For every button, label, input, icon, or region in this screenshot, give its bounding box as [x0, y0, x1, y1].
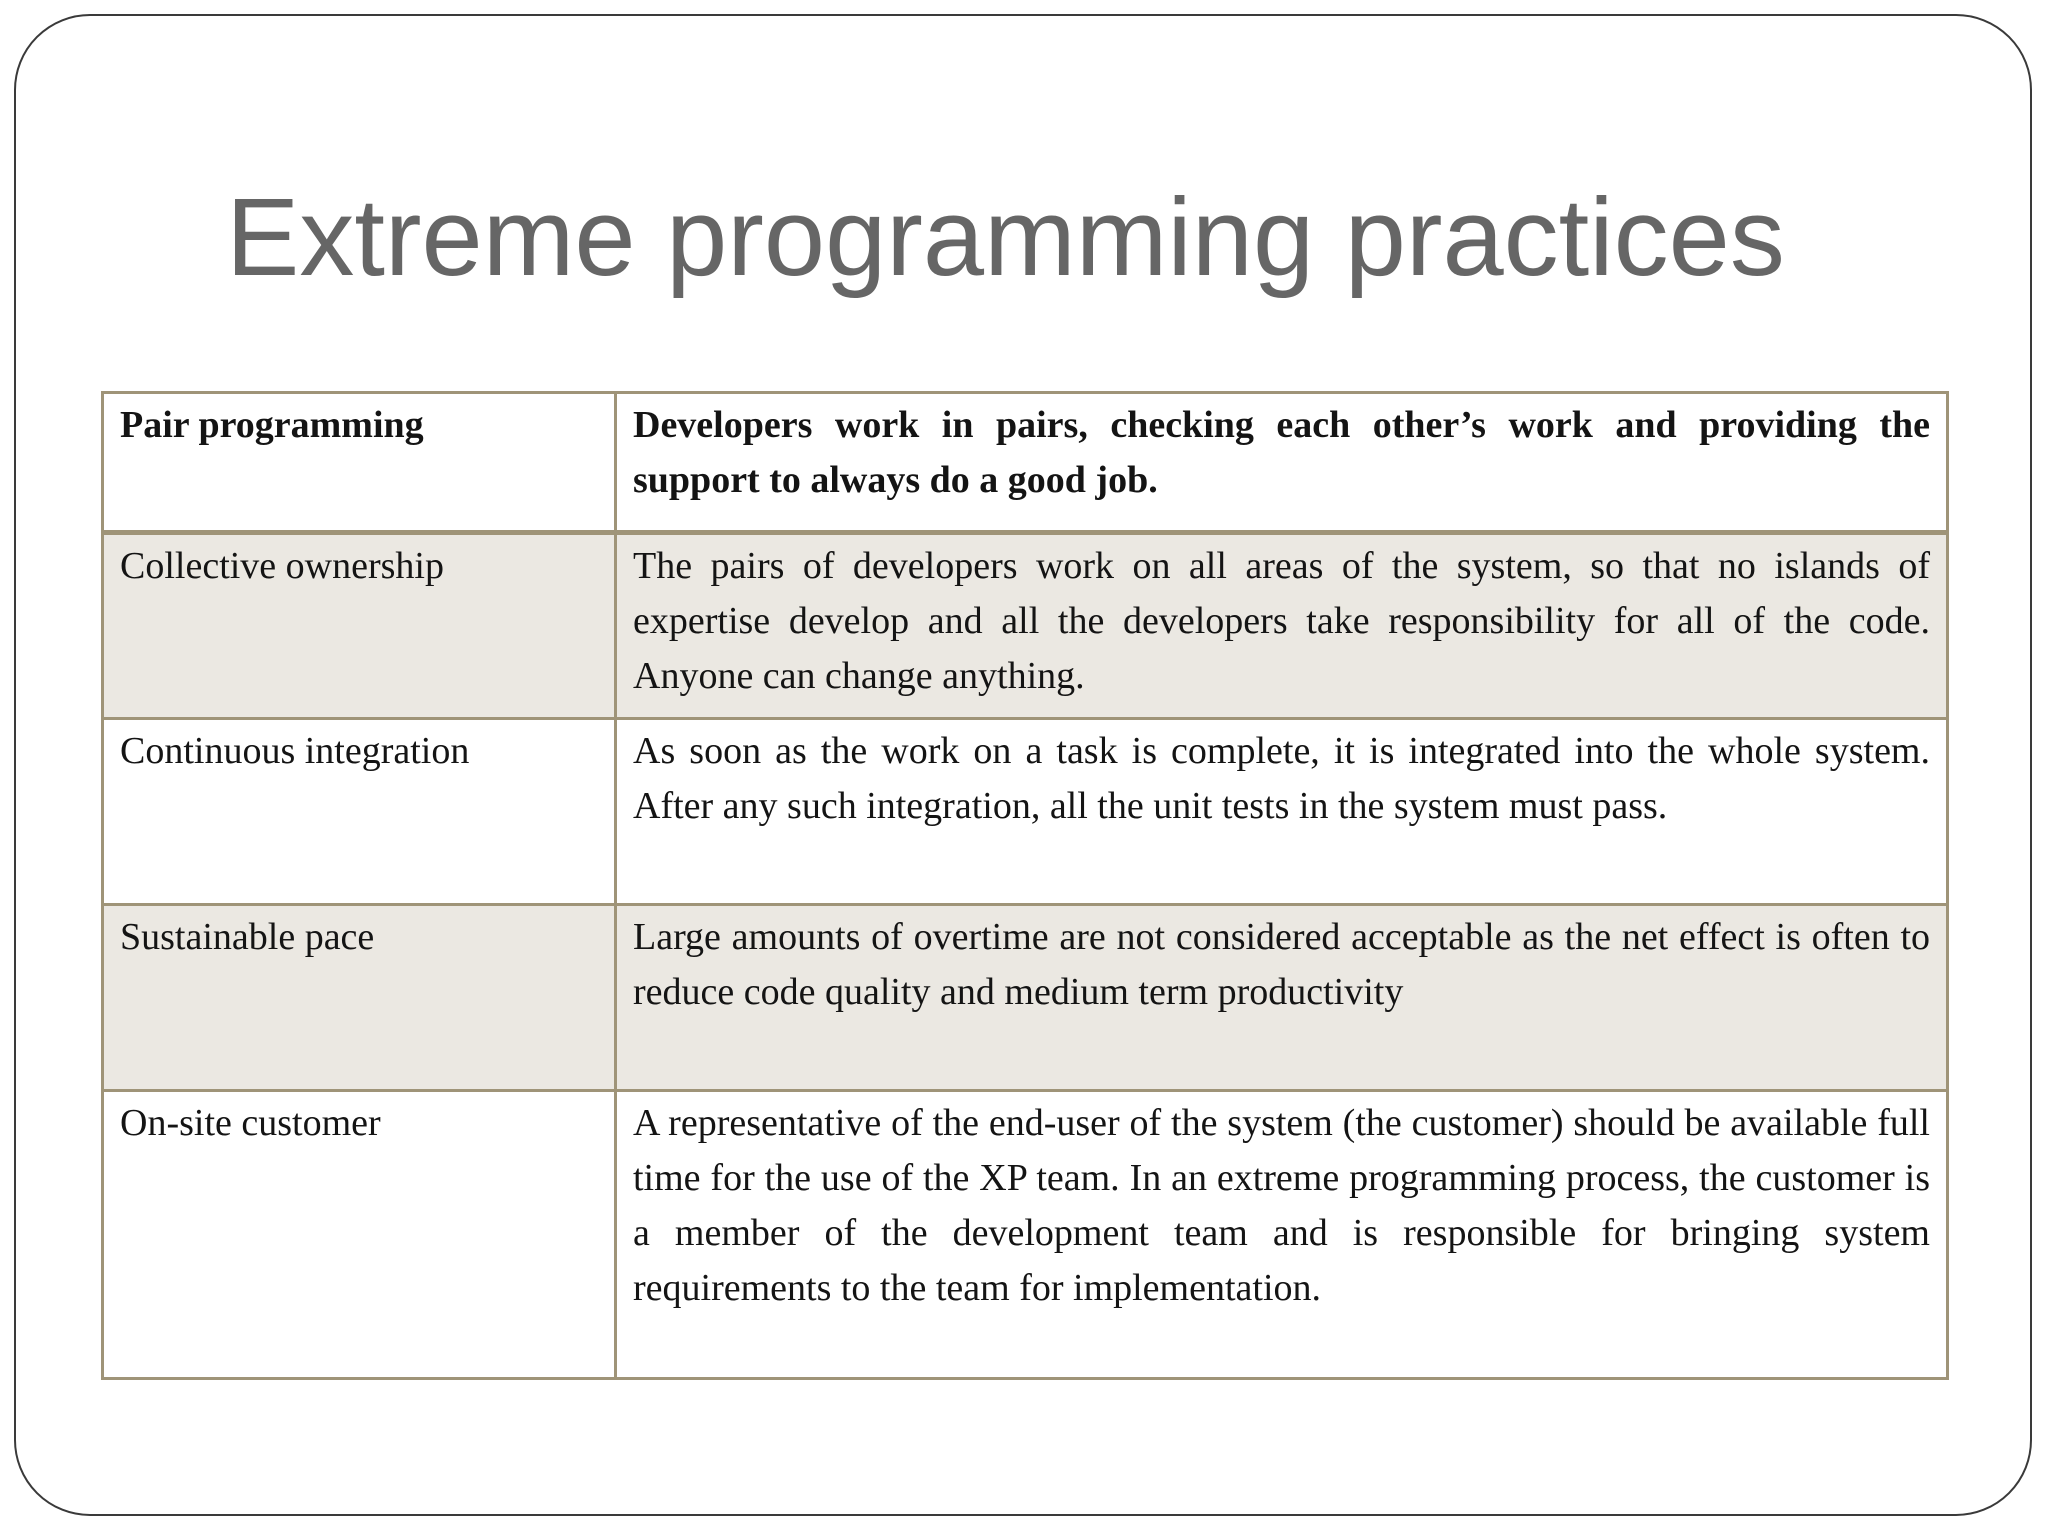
table-row	[103, 905, 1948, 1091]
practice-name: On-site customer	[103, 1091, 616, 1379]
practice-description: The pairs of developers work on all areas of the system, so that no islands of expertise develop and all the developers take responsibility for all of the code. Anyone can change anything.	[616, 533, 1948, 719]
table-row	[103, 719, 1948, 905]
practice-name: Collective ownership	[103, 533, 616, 719]
table-row	[103, 533, 1948, 719]
table-row	[103, 393, 1948, 533]
practices-table	[101, 391, 1949, 1380]
practice-name: Pair programming	[103, 393, 616, 533]
practice-description: Large amounts of overtime are not considered acceptable as the net effect is often to reduce code quality and medium term productivity	[616, 905, 1948, 1091]
practice-name: Sustainable pace	[103, 905, 616, 1091]
practice-description: A representative of the end-user of the system (the customer) should be available full time for the use of the XP team. In an extreme programming process, the customer is a member of the development team and is responsible for bringing system requirements to the team for implementation.	[616, 1091, 1948, 1379]
practice-description: As soon as the work on a task is complete, it is integrated into the whole system. After any such integration, all the unit tests in the system must pass.	[616, 719, 1948, 905]
practice-name: Continuous integration	[103, 719, 616, 905]
practice-description: Developers work in pairs, checking each other’s work and providing the support to always do a good job.	[616, 393, 1948, 533]
slide-title: Extreme programming practices	[226, 176, 1785, 299]
table-row	[103, 1091, 1948, 1379]
